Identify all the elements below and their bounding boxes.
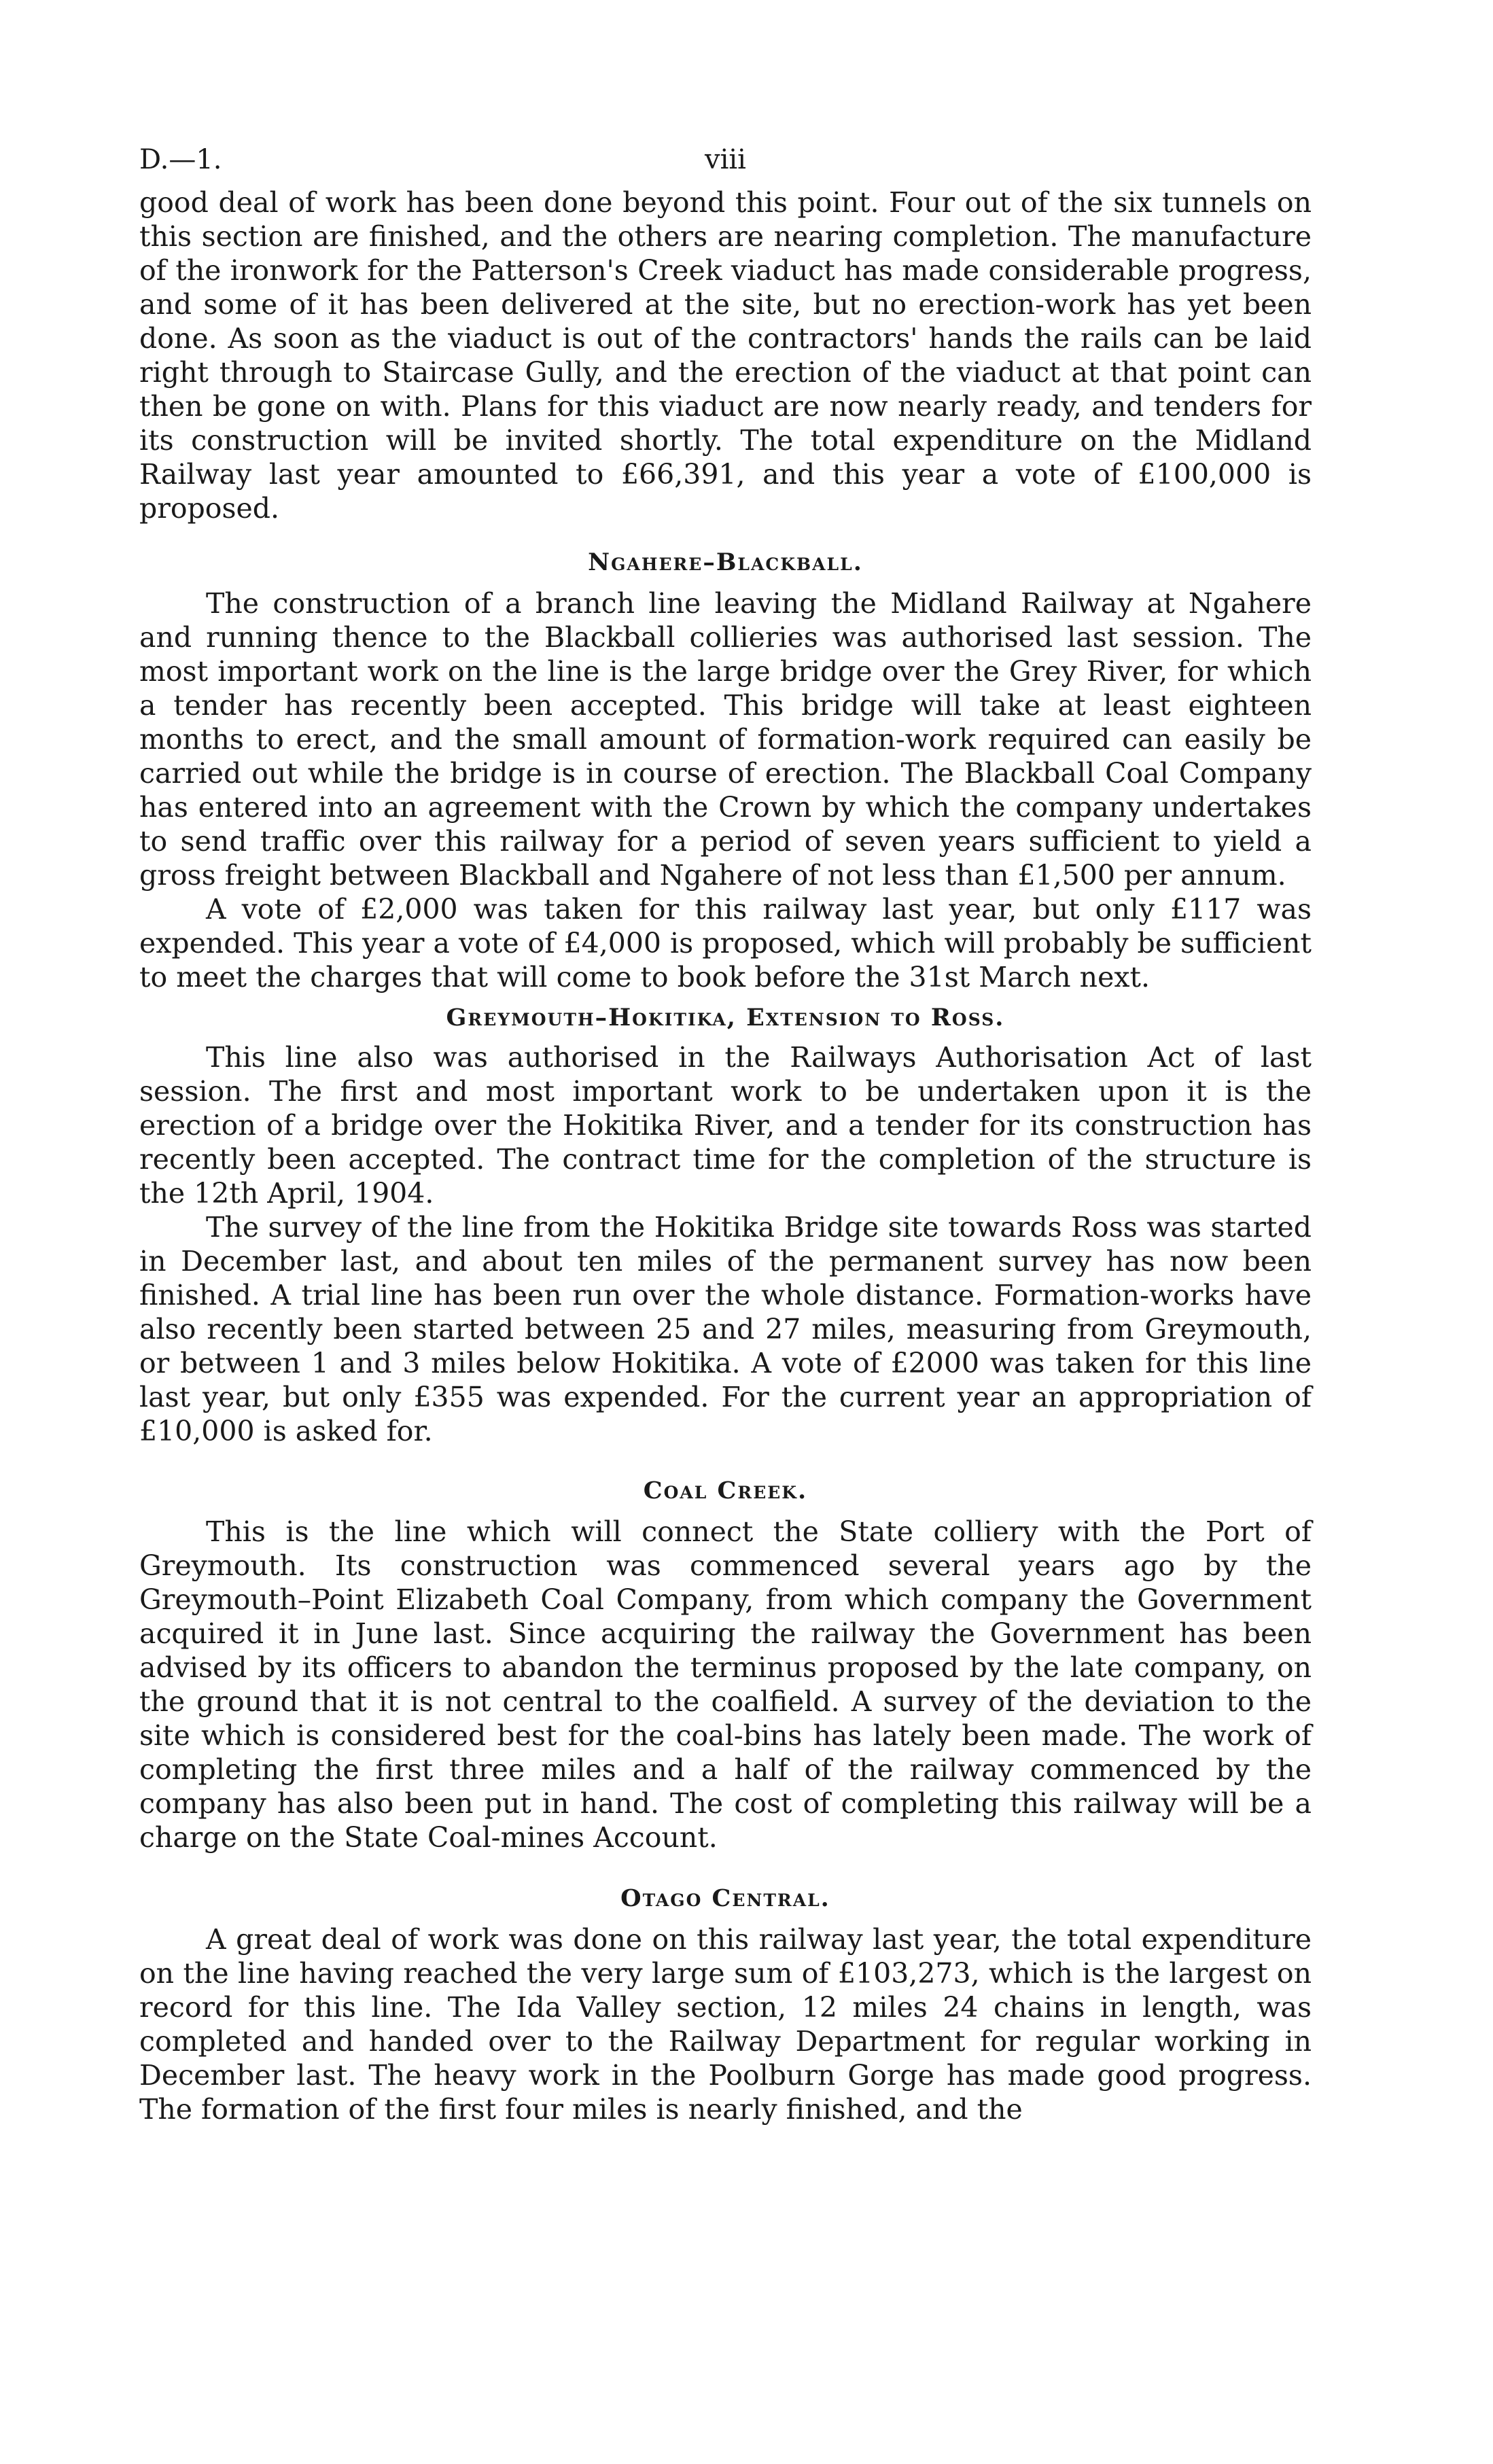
paragraph: The survey of the line from the Hokitika Bridge site towards Ross was started in December last, and about ten miles of the permanent survey has now been finished. A trial line has been run over the whole distance. Formation-works have also recently been started between 25 and 27 miles, measuring from Greymouth, or between 1 and 3 miles below Hokitika. A vote of £2000 was taken for this line last year, but only £355 was expended. For the current year an appropriation of £10,000 is asked for. bbox=[139, 1211, 1312, 1447]
section-otago-central bbox=[139, 1882, 1312, 2126]
section-midland-continued bbox=[139, 186, 1312, 525]
paragraph: This is the line which will connect the State colliery with the Port of Greymouth. Its construction was commenced several years ago by the Greymouth–Point Elizabeth Coal Company, from which company the Government acquired it in June last. Since acquiring the railway the Government has been advised by its officers to abandon the terminus proposed by the late company, on the ground that it is not central to the coalfield. A survey of the deviation to the site which is considered best for the coal-bins has lately been made. The work of completing the first three miles and a half of the railway commenced by the company has also been put in hand. The cost of completing this railway will be a charge on the State Coal-mines Account. bbox=[139, 1515, 1312, 1854]
document-page bbox=[139, 139, 1312, 2126]
section-coal-creek bbox=[139, 1474, 1312, 1854]
section-heading: Coal Creek. bbox=[643, 1477, 808, 1504]
paragraph: good deal of work has been done beyond this point. Four out of the six tunnels on this section are finished, and the others are nearing completion. The manufacture of the ironwork for the Patterson's Creek viaduct has made considerable progress, and some of it has been delivered at the site, but no erection-work has yet been done. As soon as the viaduct is out of the contractors' hands the rails can be laid right through to Staircase Gully, and the erection of the viaduct at that point can then be gone on with. Plans for this viaduct are now nearly ready, and tenders for its construction will be invited shortly. The total expenditure on the Midland Railway last year amounted to £66,391, and this year a vote of £100,000 is proposed. bbox=[139, 186, 1312, 525]
running-head bbox=[139, 139, 1312, 180]
section-heading: Greymouth–Hokitika, Extension to Ross. bbox=[446, 1004, 1005, 1032]
section-heading: Otago Central. bbox=[620, 1884, 830, 1912]
section-heading: Ngahere–Blackball. bbox=[588, 548, 863, 576]
page-number: viii bbox=[705, 144, 746, 175]
document-reference: D.—1. bbox=[139, 144, 222, 175]
section-ngahere-blackball bbox=[139, 546, 1312, 994]
paragraph: This line also was authorised in the Railways Authorisation Act of last session. The first and most important work to be undertaken upon it is the erection of a bridge over the Hokitika River, and a tender for its construction has recently been accepted. The contract time for the completion of the structure is the 12th April, 1904. bbox=[139, 1041, 1312, 1210]
paragraph: The construction of a branch line leaving the Midland Railway at Ngahere and running thence to the Blackball collieries was authorised last session. The most important work on the line is the large bridge over the Grey River, for which a tender has recently been accepted. This bridge will take at least eighteen months to erect, and the small amount of formation-work required can easily be carried out while the bridge is in course of erection. The Blackball Coal Company has entered into an agreement with the Crown by which the company undertakes to send traffic over this railway for a period of seven years sufficient to yield a gross freight between Blackball and Ngahere of not less than £1,500 per annum. bbox=[139, 587, 1312, 892]
paragraph: A great deal of work was done on this railway last year, the total expenditure on the line having reached the very large sum of £103,273, which is the largest on record for this line. The Ida Valley section, 12 miles 24 chains in length, was completed and handed over to the Railway Department for regular working in December last. The heavy work in the Poolburn Gorge has made good progress. The formation of the first four miles is nearly finished, and the bbox=[139, 1923, 1312, 2126]
paragraph: A vote of £2,000 was taken for this railway last year, but only £117 was expended. This year a vote of £4,000 is proposed, which will probably be sufficient to meet the charges that will come to book before the 31st March next. bbox=[139, 893, 1312, 993]
section-greymouth-hokitika bbox=[139, 1001, 1312, 1448]
